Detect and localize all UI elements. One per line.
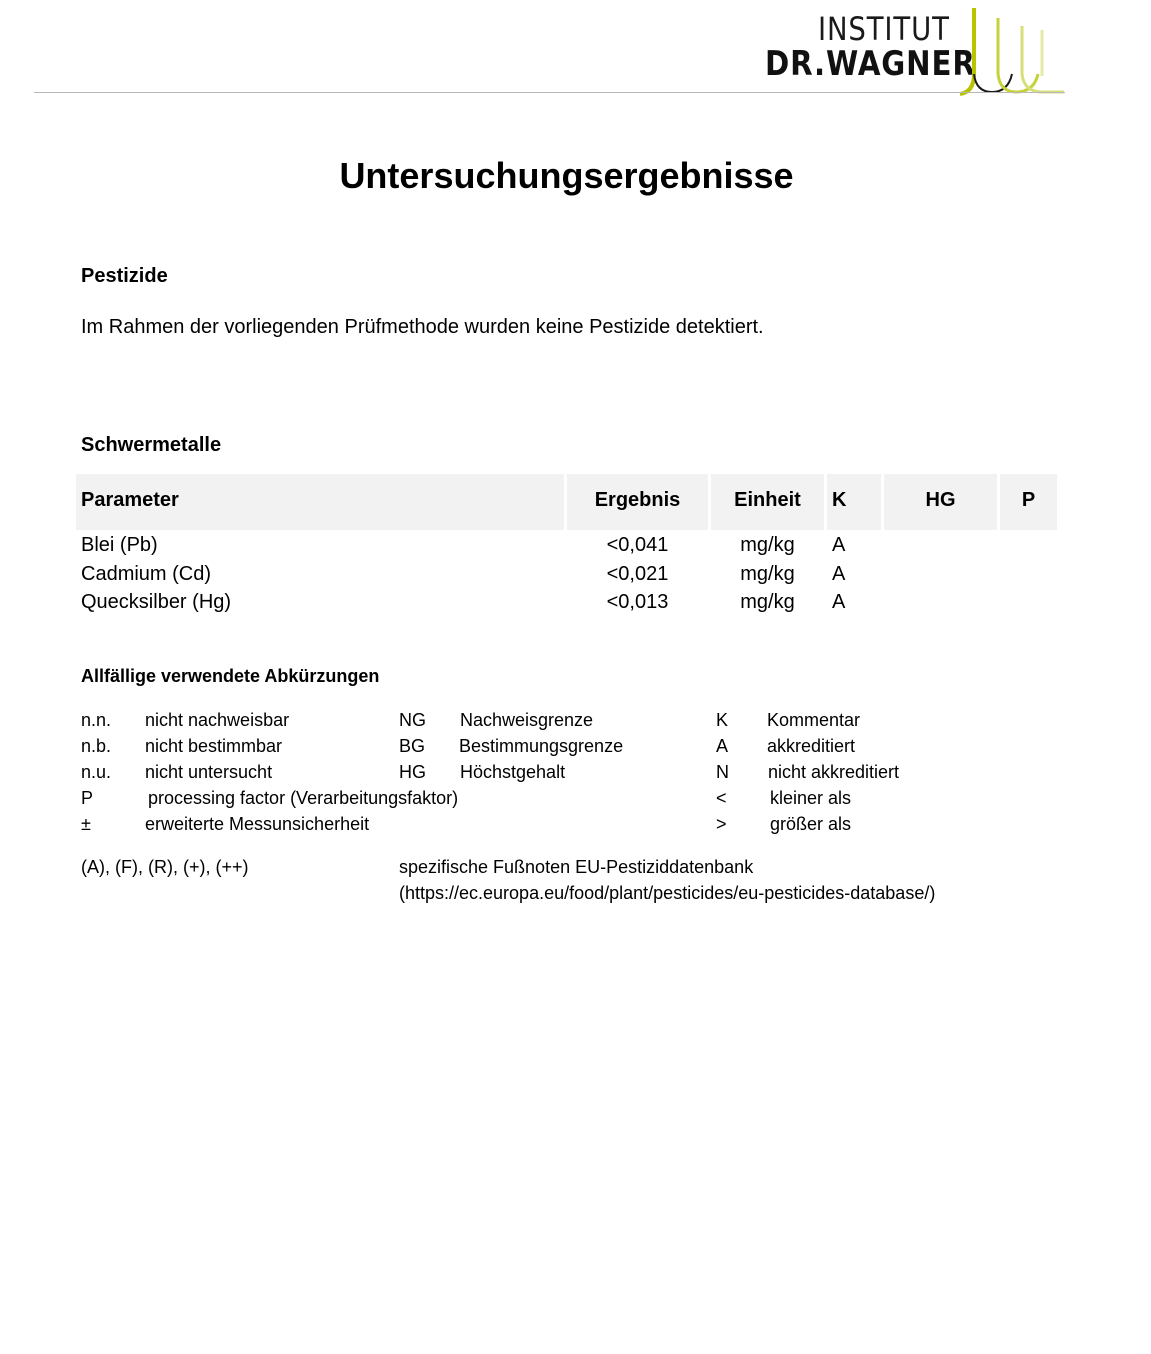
abbr-text: erweiterte Messunsicherheit	[145, 814, 370, 834]
cell-unit: mg/kg	[740, 563, 795, 585]
abbr-text: Nachweisgrenze	[460, 710, 594, 730]
page-title: Untersuchungsergebnisse	[339, 155, 794, 196]
abbreviations-heading: Allfällige verwendete Abkürzungen	[81, 666, 380, 686]
footnote-description: spezifische Fußnoten EU-Pestiziddatenbank	[399, 857, 754, 877]
heavy-metals-heading: Schwermetalle	[81, 434, 222, 456]
cell-k: A	[832, 534, 846, 556]
abbr-text: nicht bestimmbar	[145, 736, 283, 756]
footnote-codes: (A), (F), (R), (+), (++)	[81, 857, 249, 877]
cell-unit: mg/kg	[740, 534, 795, 556]
abbr-code: K	[716, 710, 729, 730]
abbr-text: nicht untersucht	[145, 762, 273, 782]
abbr-code: <	[716, 788, 727, 808]
cell-parameter: Blei (Pb)	[81, 534, 158, 556]
cell-result: <0,041	[606, 534, 669, 556]
abbr-text: akkreditiert	[767, 736, 856, 756]
cell-parameter: Quecksilber (Hg)	[81, 591, 232, 613]
abbr-text: processing factor (Verarbeitungsfaktor)	[148, 788, 459, 808]
abbr-code: n.n.	[81, 710, 112, 730]
cell-k: A	[832, 591, 846, 613]
column-header-hg: HG	[925, 489, 956, 511]
abbr-code: P	[81, 788, 94, 808]
abbr-text: Höchstgehalt	[460, 762, 566, 782]
column-header-unit: Einheit	[734, 489, 801, 511]
abbr-text: nicht nachweisbar	[145, 710, 290, 730]
column-header-parameter: Parameter	[81, 489, 179, 511]
column-header-result: Ergebnis	[594, 489, 681, 511]
abbr-code: HG	[399, 762, 426, 782]
cell-unit: mg/kg	[740, 591, 795, 613]
abbr-code: NG	[399, 710, 426, 730]
cell-result: <0,021	[606, 563, 669, 585]
logo-text-name: DR.WAGNER	[765, 44, 976, 84]
cell-result: <0,013	[606, 591, 669, 613]
abbr-text: größer als	[770, 814, 852, 834]
abbr-code: ±	[81, 814, 91, 834]
abbr-text: Kommentar	[767, 710, 861, 730]
logo-waves-icon	[952, 4, 1068, 96]
logo-text-institut: INSTITUT	[818, 10, 950, 48]
pesticides-text: Im Rahmen der vorliegenden Prüfmethode wurden keine Pestizide detektiert.	[81, 316, 764, 338]
header-divider	[34, 92, 1065, 93]
column-header-k: K	[832, 489, 847, 511]
abbr-code: A	[716, 736, 729, 756]
abbr-code: BG	[399, 736, 426, 756]
abbr-text: kleiner als	[770, 788, 852, 808]
abbr-code: n.b.	[81, 736, 112, 756]
column-header-p: P	[1021, 489, 1036, 511]
footnote-url: (https://ec.europa.eu/food/plant/pesticides/eu-pesticides-database/)	[399, 883, 936, 903]
abbr-code: N	[716, 762, 729, 782]
abbr-code: n.u.	[81, 762, 112, 782]
abbr-code: >	[716, 814, 727, 834]
abbr-text: nicht akkreditiert	[768, 762, 900, 782]
cell-k: A	[832, 563, 846, 585]
abbr-text: Bestimmungsgrenze	[459, 736, 624, 756]
pesticides-heading: Pestizide	[81, 265, 168, 287]
cell-parameter: Cadmium (Cd)	[81, 563, 212, 585]
